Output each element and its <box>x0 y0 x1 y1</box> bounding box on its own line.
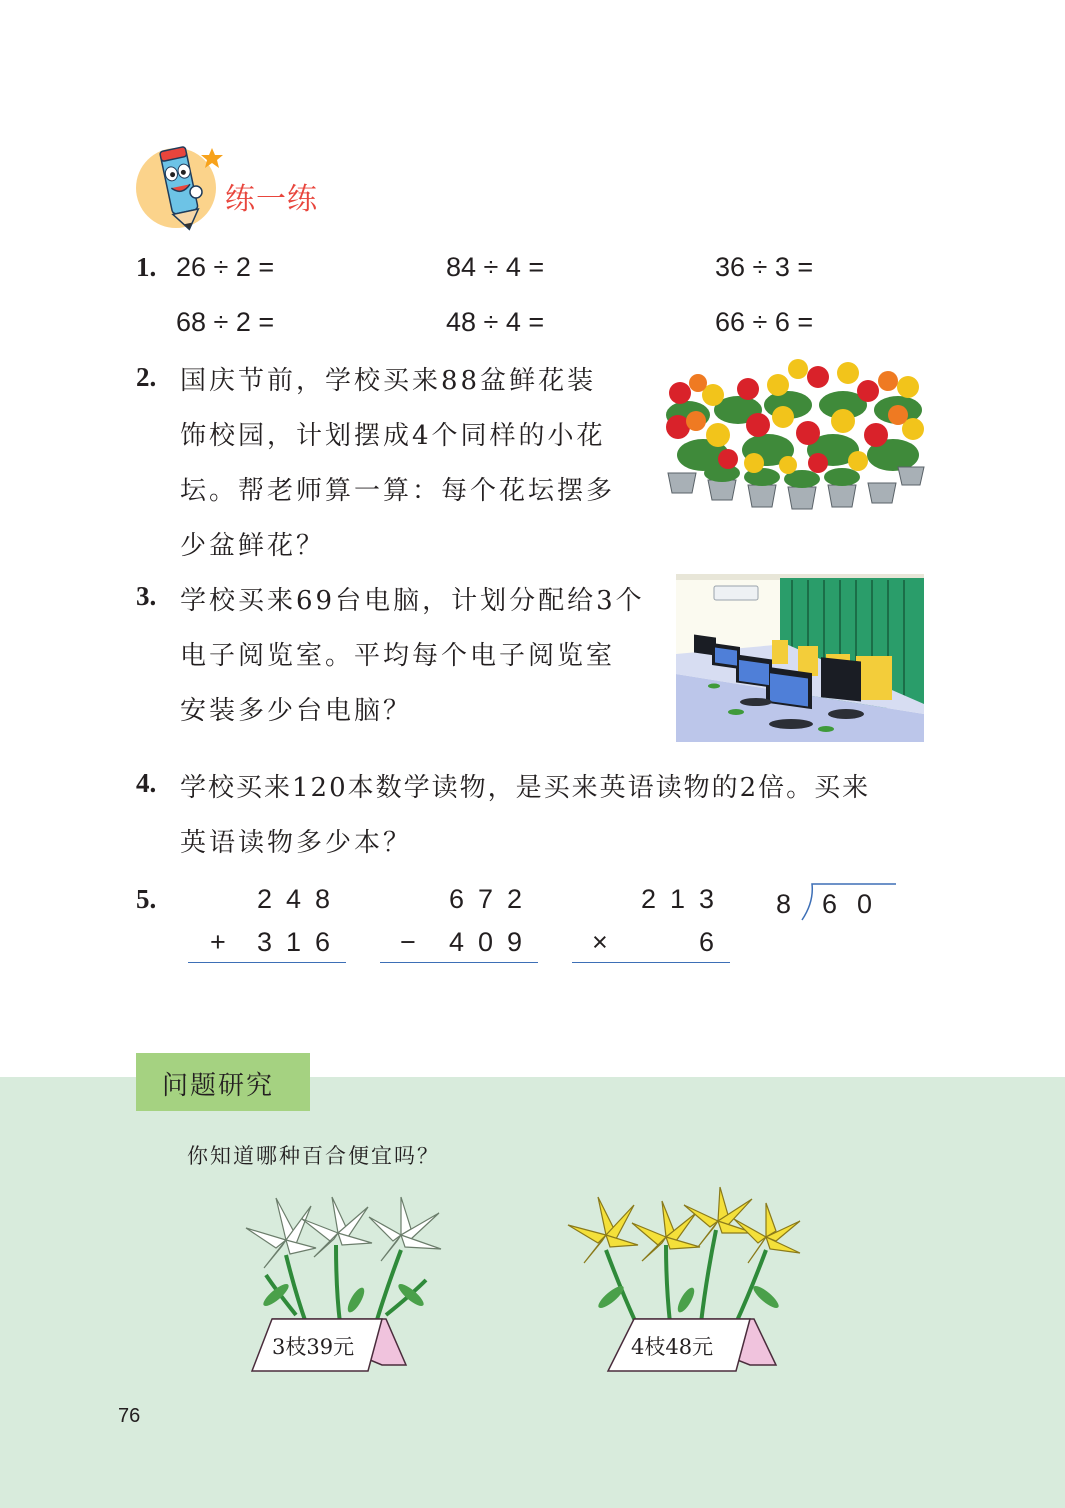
add-operator: + <box>210 927 226 957</box>
mul-result-rule <box>572 962 730 963</box>
computer-room-illustration <box>676 574 924 742</box>
q1-equation-5: 48 ÷ 4 = <box>446 307 545 337</box>
q5-number: 5. <box>136 884 157 914</box>
q4-line-2: 英语读物多少本？ <box>180 828 413 858</box>
q3-line-2: 电子阅览室。平均每个电子阅览室 <box>180 641 616 671</box>
q2-line-4: 少盆鲜花？ <box>180 531 326 561</box>
white-lily-price: 3枝39元 <box>272 1335 355 1359</box>
research-tab-label: 问题研究 <box>162 1071 275 1101</box>
q1-equation-3: 36 ÷ 3 = <box>715 252 814 282</box>
mul-bottom-operand: 6 <box>698 927 728 957</box>
practice-title: 练一练 <box>225 182 318 217</box>
q1-number: 1. <box>136 252 157 282</box>
sub-operator: − <box>400 927 416 957</box>
research-section <box>0 1077 1065 1508</box>
yellow-lily-price: 4枝48元 <box>631 1335 714 1359</box>
research-question: 你知道哪种百合便宜吗？ <box>187 1144 440 1168</box>
mul-top-operand: 213 <box>640 884 728 914</box>
q1-equation-1: 26 ÷ 2 = <box>176 252 275 282</box>
sub-bottom-operand: 409 <box>448 927 536 957</box>
div-divisor: 8 <box>776 889 792 919</box>
div-dividend: 60 <box>822 889 893 919</box>
research-tab <box>136 1053 310 1111</box>
add-result-rule <box>188 962 346 963</box>
sub-result-rule <box>380 962 538 963</box>
white-lilies-illustration <box>236 1195 448 1325</box>
flowerpots-illustration <box>658 355 930 523</box>
mul-operator: × <box>592 927 608 957</box>
q2-line-3: 坛。帮老师算一算：每个花坛摆多 <box>180 476 616 506</box>
add-bottom-operand: 316 <box>256 927 344 957</box>
q3-number: 3. <box>136 581 157 611</box>
q4-line-1: 学校买来120本数学读物，是买来英语读物的2倍。买来 <box>180 773 871 803</box>
pencil-mascot-icon <box>134 140 229 232</box>
q4-number: 4. <box>136 768 157 798</box>
q3-line-1: 学校买来69台电脑，计划分配给3个 <box>180 586 645 616</box>
q1-equation-2: 84 ÷ 4 = <box>446 252 545 282</box>
q2-line-1: 国庆节前，学校买来88盆鲜花装 <box>180 366 597 396</box>
q1-equation-4: 68 ÷ 2 = <box>176 307 275 337</box>
q2-number: 2. <box>136 362 157 392</box>
sub-top-operand: 672 <box>448 884 536 914</box>
add-top-operand: 248 <box>256 884 344 914</box>
q1-equation-6: 66 ÷ 6 = <box>715 307 814 337</box>
yellow-lilies-illustration <box>566 1185 806 1325</box>
page-number: 76 <box>118 1405 141 1427</box>
q2-line-2: 饰校园，计划摆成4个同样的小花 <box>180 421 606 451</box>
q3-line-3: 安装多少台电脑？ <box>180 696 413 726</box>
